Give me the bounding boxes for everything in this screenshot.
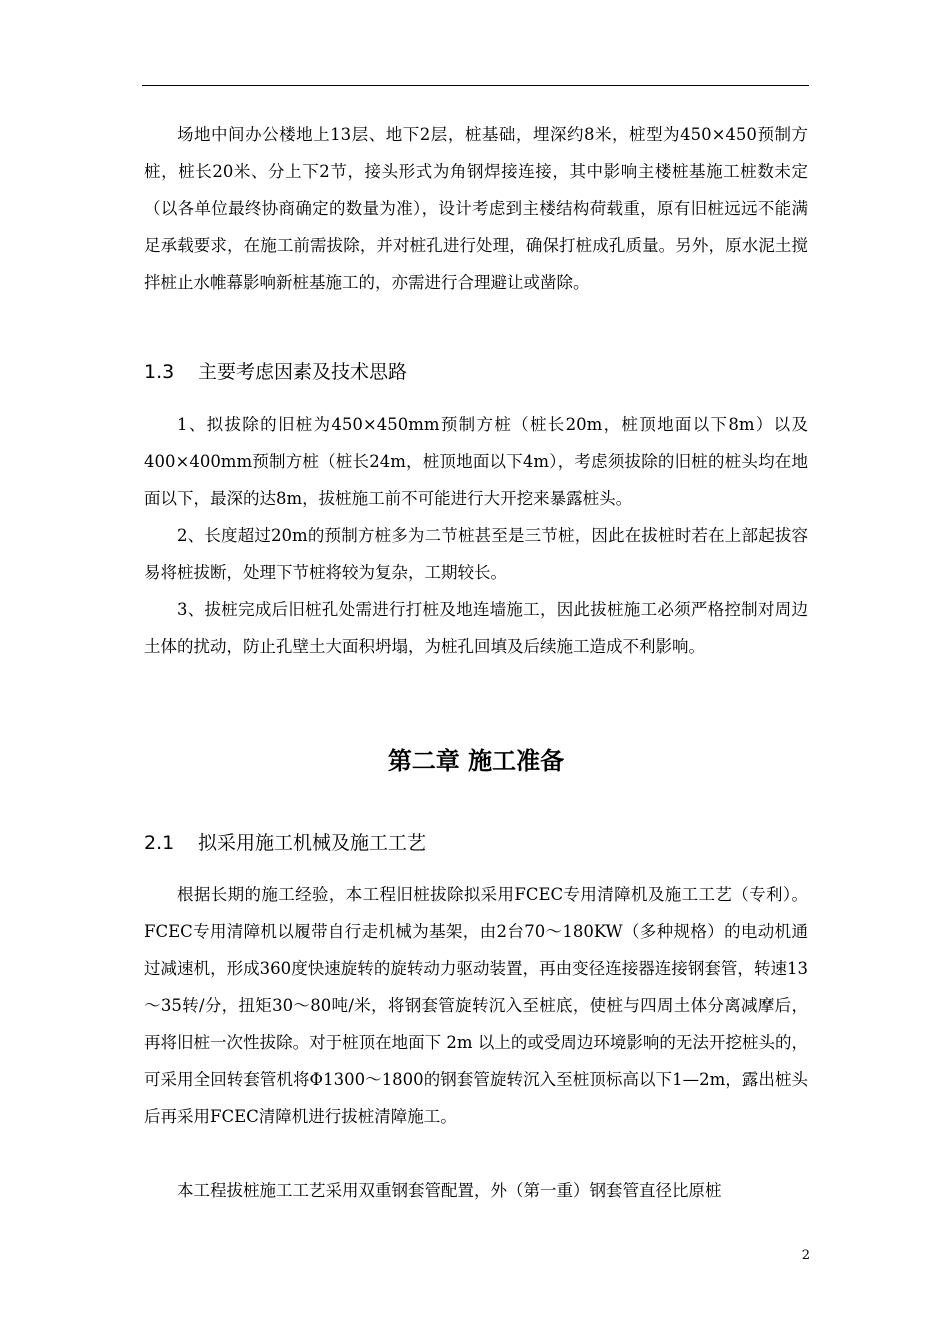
point-paragraph-2: 2、长度超过20m的预制方桩多为二节桩甚至是三节桩，因此在拔桩时若在上部起拔容易将桩拔断，处理下节桩将较为复杂，工期较长。 <box>144 526 808 582</box>
section-heading-2-1 <box>144 828 426 858</box>
section-title: 拟采用施工机械及施工工艺 <box>198 832 427 854</box>
section-heading-1-3 <box>144 357 407 387</box>
intro-paragraph: 场地中间办公楼地上13层、地下2层，桩基础，埋深约8米，桩型为450×450预制方桩，桩长20米、分上下2节，接头形式为角钢焊接连接，其中影响主楼桩基施工桩数未定（以各单位最终协商确定的数量为准），设计考虑到主楼结构荷载重，原有旧桩远远不能满足承载要求，在施工前需拔除，并对桩孔进行处理，确保打桩成孔质量。另外，原水泥土搅拌桩止水帷幕影响新桩基施工的，亦需进行合理避让或凿除。 <box>144 125 808 292</box>
chapter-title: 第二章 施工准备 <box>387 747 565 775</box>
section-number: 1.3 <box>144 361 175 383</box>
body-paragraph-2: 本工程拔桩施工工艺采用双重钢套管配置，外（第一重）钢套管直径比原桩 <box>177 1181 722 1200</box>
body-paragraph-1: 根据长期的施工经验，本工程旧桩拔除拟采用FCEC专用清障机及施工工艺（专利）。FCEC专用清障机以履带自行走机械为基架，由2台70～180KW（多种规格）的电动机通过减速机，形成360度快速旋转的旋转动力驱动装置，再由变径连接器连接钢套管，转速13～35转/分，扭矩30～80吨/米，将钢套管旋转沉入至桩底，使桩与四周土体分离减摩后，再将旧桩一次性拔除。对于桩顶在地面下 2m 以上的或受周边环境影响的无法开挖桩头的，可采用全回转套管机将Φ1300～1800的钢套管旋转沉入至桩顶标高以下1—2m，露出桩头后再采用FCEC清障机进行拔桩清障施工。 <box>144 885 808 1126</box>
section-title: 主要考虑因素及技术思路 <box>198 361 408 383</box>
header-rule <box>142 85 809 86</box>
point-paragraph-1: 1、拟拔除的旧桩为450×450mm预制方桩（桩长20m，桩顶地面以下8m）以及400×400mm预制方桩（桩长24m，桩顶地面以下4m），考虑须拔除的旧桩的桩头均在地面以下，最深的达8m，拔桩施工前不可能进行大开挖来暴露桩头。 <box>144 415 808 508</box>
section-number: 2.1 <box>144 832 175 854</box>
point-paragraph-3: 3、拔桩完成后旧桩孔处需进行打桩及地连墙施工，因此拔桩施工必须严格控制对周边土体的扰动，防止孔壁土大面积坍塌，为桩孔回填及后续施工造成不利影响。 <box>144 600 808 656</box>
page-number: 2 <box>801 1248 810 1263</box>
